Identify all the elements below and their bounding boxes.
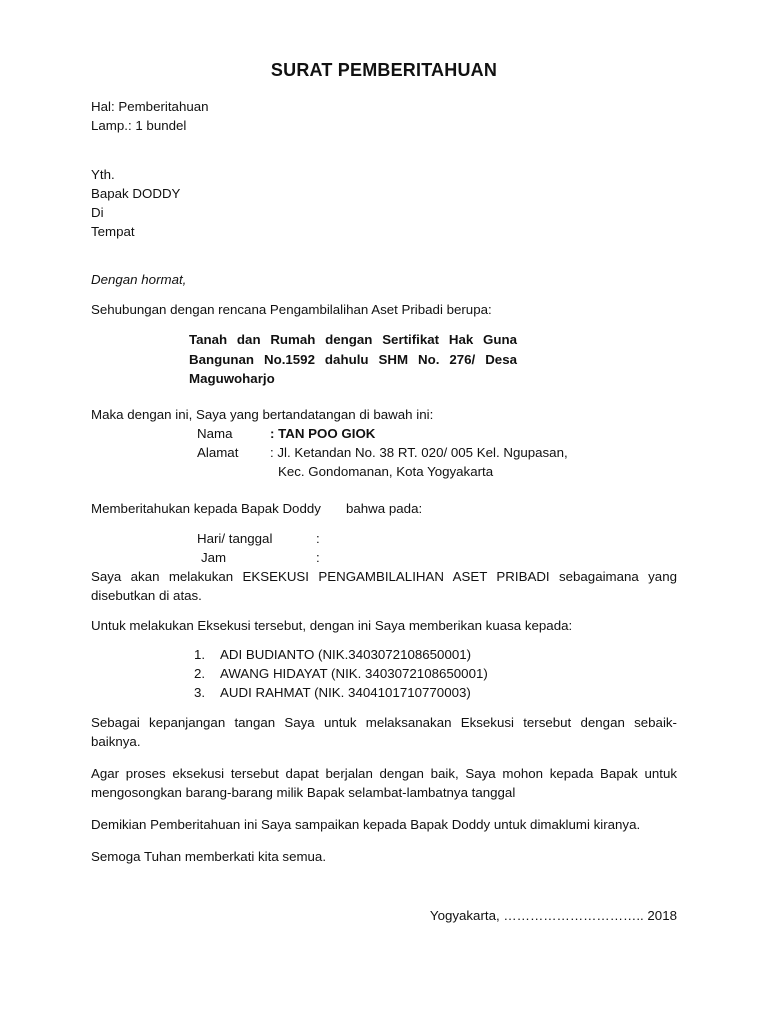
address-label: Alamat <box>197 445 239 460</box>
declaration-line: Maka dengan ini, Saya yang bertandatangan di bawah ini: <box>91 407 434 422</box>
execution-line: Saya akan melakukan EKSEKUSI PENGAMBILALIHAN ASET PRIBADI sebagaimana yang <box>91 569 677 584</box>
asset-line: Bangunan No.1592 dahulu SHM No. 276/ Desa <box>189 351 517 367</box>
time-colon: : <box>316 550 320 565</box>
attorney-item <box>194 683 471 702</box>
attorney-item <box>194 664 488 683</box>
addressee-yth: Yth. <box>91 167 115 182</box>
request-line: mengosongkan barang-barang milik Bapak selambat-lambatnya tanggal <box>91 785 516 800</box>
execution-line: disebutkan di atas. <box>91 588 202 603</box>
asset-line: Tanah dan Rumah dengan Sertifikat Hak Guna <box>189 332 517 347</box>
greeting: Dengan hormat, <box>91 272 187 287</box>
attorney-number: 2. <box>194 666 206 681</box>
asset-line: Maguwoharjo <box>189 371 275 386</box>
address-value-line-1: : Jl. Ketandan No. 38 RT. 020/ 005 Kel. Ngupasan, <box>270 445 568 460</box>
power-intro: Untuk melakukan Eksekusi tersebut, dengan ini Saya memberikan kuasa kepada: <box>91 618 573 633</box>
place-date: Yogyakarta, ………………………….. 2018 <box>429 908 677 923</box>
extension-line: baiknya. <box>91 734 141 749</box>
letter-title: SURAT PEMBERITAHUAN <box>270 60 498 80</box>
attorney-text: AUDI RAHMAT (NIK. 3404101710770003) <box>220 685 471 700</box>
attorney-number: 3. <box>194 685 206 700</box>
day-label: Hari/ tanggal <box>197 531 273 546</box>
intro-paragraph: Sehubungan dengan rencana Pengambilalihan Aset Pribadi berupa: <box>91 302 492 317</box>
closing-paragraph: Demikian Pemberitahuan ini Saya sampaikan kepada Bapak Doddy untuk dimaklumi kiranya. <box>91 817 641 832</box>
name-label: Nama <box>197 426 233 441</box>
request-line: Agar proses eksekusi tersebut dapat berjalan dengan baik, Saya mohon kepada Bapak untuk <box>91 766 677 781</box>
day-colon: : <box>316 531 320 546</box>
attorney-text: ADI BUDIANTO (NIK.3403072108650001) <box>220 647 472 662</box>
address-value-line-2: Kec. Gondomanan, Kota Yogyakarta <box>278 464 494 479</box>
time-label: Jam <box>201 550 227 565</box>
addressee-di: Di <box>91 205 104 220</box>
attachment-line: Lamp.: 1 bundel <box>91 118 187 133</box>
name-value: : TAN POO GIOK <box>270 426 376 441</box>
notify-text-2: bahwa pada: <box>346 501 423 516</box>
attorney-item <box>194 645 471 664</box>
addressee-name: Bapak DODDY <box>91 186 181 201</box>
subject-line: Hal: Pemberitahuan <box>91 99 209 114</box>
attorney-text: AWANG HIDAYAT (NIK. 3403072108650001) <box>220 666 488 681</box>
addressee-place: Tempat <box>91 224 135 239</box>
asset-description <box>189 330 517 389</box>
attorney-number: 1. <box>194 647 206 662</box>
extension-paragraph <box>91 713 677 751</box>
extension-line: Sebagai kepanjangan tangan Saya untuk melaksanakan Eksekusi tersebut dengan sebaik- <box>91 715 677 730</box>
blessing-line: Semoga Tuhan memberkati kita semua. <box>91 849 327 864</box>
notify-text: Memberitahukan kepada Bapak Doddy <box>91 501 321 516</box>
request-paragraph <box>91 764 677 802</box>
execution-paragraph <box>91 567 677 605</box>
